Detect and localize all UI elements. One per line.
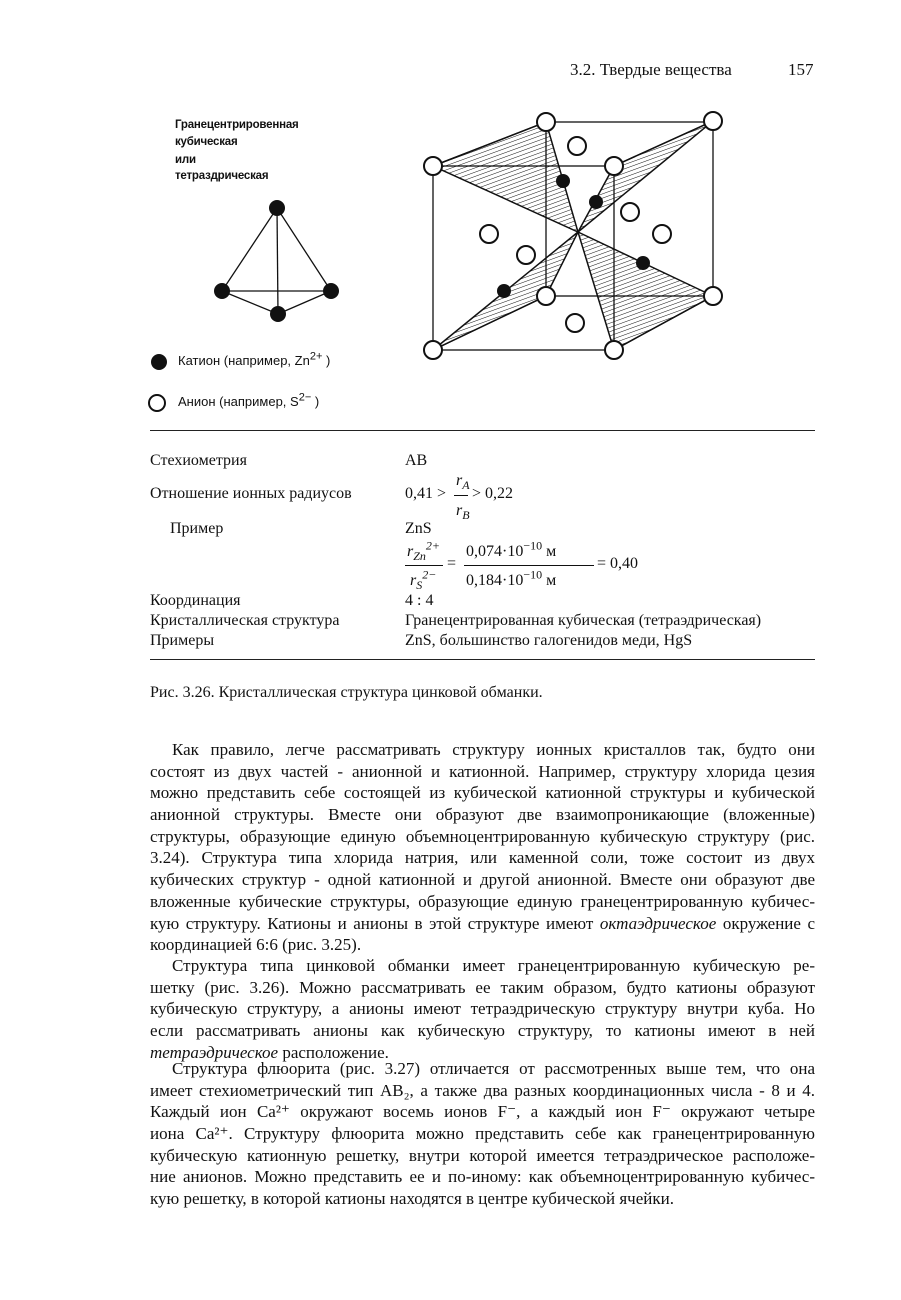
anion-legend: Анион (например, $S^{2-}$ ) bbox=[178, 391, 320, 409]
table-value: Гранецентрированная кубическая (тетраэдрическая) bbox=[405, 612, 762, 629]
unit-cell-cube bbox=[424, 112, 722, 359]
ratio-numerator-value: $0,074\cdot 10^{-10}$ м bbox=[466, 538, 557, 560]
ratio-numerator: $r_{Zn}^{2+}$ bbox=[407, 538, 441, 564]
fraction-numerator: $r_A$ bbox=[456, 472, 470, 493]
figure-label-line: кубическая bbox=[175, 136, 238, 148]
fraction-bar bbox=[464, 565, 594, 566]
text-line: 3.24). Структура типа хлорида натрия, или каменной соли, тоже состоит из двух bbox=[150, 848, 815, 868]
table-value: AB bbox=[405, 452, 428, 469]
table-value: 0,41 > bbox=[405, 485, 447, 502]
text-line: анионной структуры. Вместе они образуют две взаимопроникающие (вложенные) bbox=[150, 805, 815, 825]
text-line: если рассматривать анионы как кубическую структуру, то катионы имеют в ней bbox=[150, 1021, 815, 1041]
text-line: структуры, образующие единую объемноцентрированную кубическую структуру (рис. bbox=[150, 826, 815, 846]
table-label: Координация bbox=[150, 592, 241, 609]
text-line: кубическую катионную решетку, внутри которой имеется тетраэдрическое расположе- bbox=[150, 1145, 815, 1165]
text-line: Структура типа цинковой обманки имеет гранецентрированную кубическую ре- bbox=[172, 956, 815, 975]
figure-label-line: Гранецентрировенная bbox=[175, 119, 299, 131]
paragraph bbox=[150, 955, 815, 1063]
fraction-denominator: $r_B$ bbox=[456, 502, 470, 523]
text-line: вложенные кубические структуры, образующие единую гранецентрированную кубичес- bbox=[150, 891, 815, 911]
table-label: Пример bbox=[170, 520, 224, 537]
anion-legend-icon bbox=[149, 395, 165, 411]
text-line: тетраэдрическое расположение. bbox=[150, 1042, 389, 1062]
text-line: иона Ca²⁺. Структуру флюорита можно представить себе как гранецентрированную bbox=[150, 1124, 815, 1144]
text-line: Структура флюорита (рис. 3.27) отличается от рассмотренных выше тем, что она bbox=[172, 1059, 815, 1078]
equals-sign: = bbox=[447, 555, 457, 572]
text-line: шетку (рис. 3.26). Можно рассматривать ее таким образом, будто катионы образуют bbox=[150, 977, 815, 997]
figure-label-line: тетраздрическая bbox=[175, 170, 269, 182]
text-line: имеет стехиометрический тип AB₂, а также два разных координационных числа - 8 и 4. bbox=[150, 1080, 815, 1100]
table-label: Кристаллическая структура bbox=[150, 612, 340, 629]
text-line: кубических структур - одной катионной и другой анионной. Вместе они образуют две bbox=[150, 870, 815, 890]
ratio-result: = 0,40 bbox=[597, 555, 639, 572]
ratio-denominator: $r_S^{2-}$ bbox=[410, 567, 437, 593]
text-line: кую структуру. Катионы и анионы в этой структуре имеют октаэдрическое окружение с bbox=[150, 913, 816, 933]
paragraph bbox=[150, 739, 815, 956]
text-line: кую решетку, в которой катионы находятся в центре кубической ячейки. bbox=[150, 1189, 674, 1209]
figure-label-line: или bbox=[175, 154, 196, 166]
text-line: кубическую структуру, а анионы имеют тетраэдрическую структуру внутри куба. Но bbox=[150, 999, 815, 1019]
table-value: ZnS bbox=[405, 520, 432, 537]
text-line: Каждый ион Ca²⁺ окружают восемь ионов F⁻, а каждый ион F⁻ окружают четыре bbox=[150, 1102, 815, 1122]
running-header-section: 3.2. Твердые вещества bbox=[570, 60, 732, 79]
text-line: состоят из двух частей - анионной и катионной. Например, структуру хлорида цезия bbox=[150, 761, 815, 781]
crystal-figure bbox=[0, 0, 901, 430]
table-bottom-rule bbox=[150, 659, 815, 660]
cation-legend-icon bbox=[151, 354, 167, 370]
table-top-rule bbox=[150, 430, 815, 431]
text-line: можно представить себе состоящей из кубической катионной структуры и кубической bbox=[150, 783, 815, 803]
table-label: Стехиометрия bbox=[150, 452, 247, 469]
table-value: ZnS, большинство галогенидов меди, HgS bbox=[405, 632, 693, 649]
text-line: ние анионов. Можно представить ее и по-иному: как объемноцентрированную кубичес- bbox=[150, 1167, 815, 1187]
page-number: 157 bbox=[788, 60, 814, 79]
table-label: Примеры bbox=[150, 632, 215, 649]
tetrahedron-diagram bbox=[222, 208, 331, 314]
fraction-bar bbox=[454, 495, 468, 496]
text-line: Как правило, легче рассматривать структуру ионных кристаллов так, будто они bbox=[172, 740, 815, 759]
fraction-bar bbox=[405, 565, 443, 566]
figure-caption: Рис. 3.26. Кристаллическая структура цинковой обманки. bbox=[150, 684, 543, 701]
paragraph bbox=[150, 1058, 815, 1210]
cation-legend: Катион (например, $Zn^{2+}$ ) bbox=[178, 350, 331, 368]
table-label: Отношение ионных радиусов bbox=[150, 485, 352, 502]
text-line: координацией 6:6 (рис. 3.25). bbox=[150, 935, 362, 955]
ratio-denominator-value: $0,184\cdot 10^{-10}$ м bbox=[466, 567, 557, 589]
table-value: 4 : 4 bbox=[405, 592, 434, 609]
table-value: > 0,22 bbox=[472, 485, 514, 502]
